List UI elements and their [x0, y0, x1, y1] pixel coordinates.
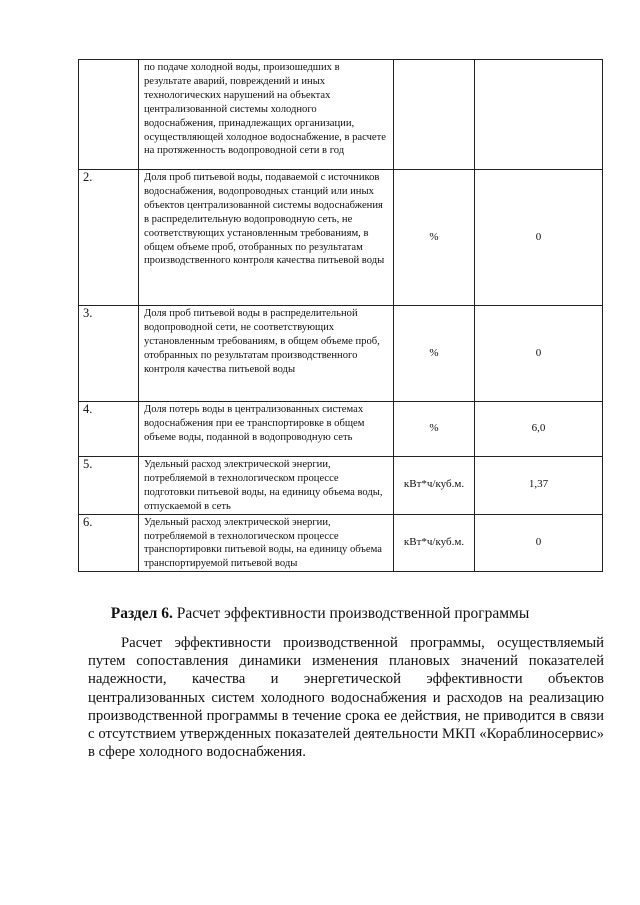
- row-value: 6,0: [475, 402, 603, 457]
- row-description: Доля проб питьевой воды в распределительной водопроводной сети, не соответствующих установленным требованиям, в общем объеме проб, отобранных по результатам производственного контроля качества питьевой воды: [139, 306, 394, 402]
- table-row: [79, 514, 603, 572]
- indicators-table: [78, 59, 603, 572]
- row-description: Доля потерь воды в централизованных системах водоснабжения при ее транспортировке в общем объеме воды, поданной в водопроводную сеть: [139, 402, 394, 457]
- row-unit: %: [394, 170, 475, 306]
- row-number: 4.: [79, 402, 139, 457]
- table-row: [79, 306, 603, 402]
- row-unit: кВт*ч/куб.м.: [394, 514, 475, 572]
- row-number: 6.: [79, 514, 139, 572]
- row-unit: кВт*ч/куб.м.: [394, 457, 475, 515]
- section-label: Раздел 6.: [110, 605, 173, 622]
- table-row: [79, 60, 603, 170]
- row-value: 0: [475, 170, 603, 306]
- row-number: 2.: [79, 170, 139, 306]
- row-description: Удельный расход электрической энергии, потребляемой в технологическом процессе подготовки питьевой воды, на единицу объема воды, отпускаемой в сеть: [139, 457, 394, 515]
- row-value: [475, 60, 603, 170]
- row-number: 5.: [79, 457, 139, 515]
- row-value: 0: [475, 514, 603, 572]
- row-value: 0: [475, 306, 603, 402]
- body-paragraph: Расчет эффективности производственной программы, осуществляемый путем сопоставления динамики изменения плановых значений показателей надежности, качества и энергетической эффективности объектов централизованных систем холодного водоснабжения и расходов на реализацию производственной программы в течение срока ее действия, не приводится в связи с отсутствием утвержденных показателей деятельности МКП «Кораблиносервис» в сфере холодного водоснабжения.: [88, 635, 604, 761]
- row-unit: %: [394, 306, 475, 402]
- table-row: [79, 402, 603, 457]
- table-row: [79, 457, 603, 515]
- row-unit: %: [394, 402, 475, 457]
- table-row: [79, 170, 603, 306]
- row-description: по подаче холодной воды, произошедших в результате аварий, повреждений и иных технологических нарушений на объектах централизованной системы холодного водоснабжения, принадлежащих организации, осуществляющей холодное водоснабжение, в расчете на протяженность водопроводной сети в год: [139, 60, 394, 170]
- row-description: Удельный расход электрической энергии, потребляемой в технологическом процессе транспортировки питьевой воды, на единицу объема транспортируемой питьевой воды: [139, 514, 394, 572]
- section-heading: [0, 605, 640, 623]
- row-number: [79, 60, 139, 170]
- row-number: 3.: [79, 306, 139, 402]
- row-value: 1,37: [475, 457, 603, 515]
- section-title-text: Расчет эффективности производственной программы: [172, 605, 530, 622]
- row-description: Доля проб питьевой воды, подаваемой с источников водоснабжения, водопроводных станций или иных объектов централизованной системы водоснабжения в распределительную водопроводную сеть, не соответствующих установленным требованиям, в общем объеме проб, отобранных по результатам производственного контроля качества питьевой воды: [139, 170, 394, 306]
- row-unit: [394, 60, 475, 170]
